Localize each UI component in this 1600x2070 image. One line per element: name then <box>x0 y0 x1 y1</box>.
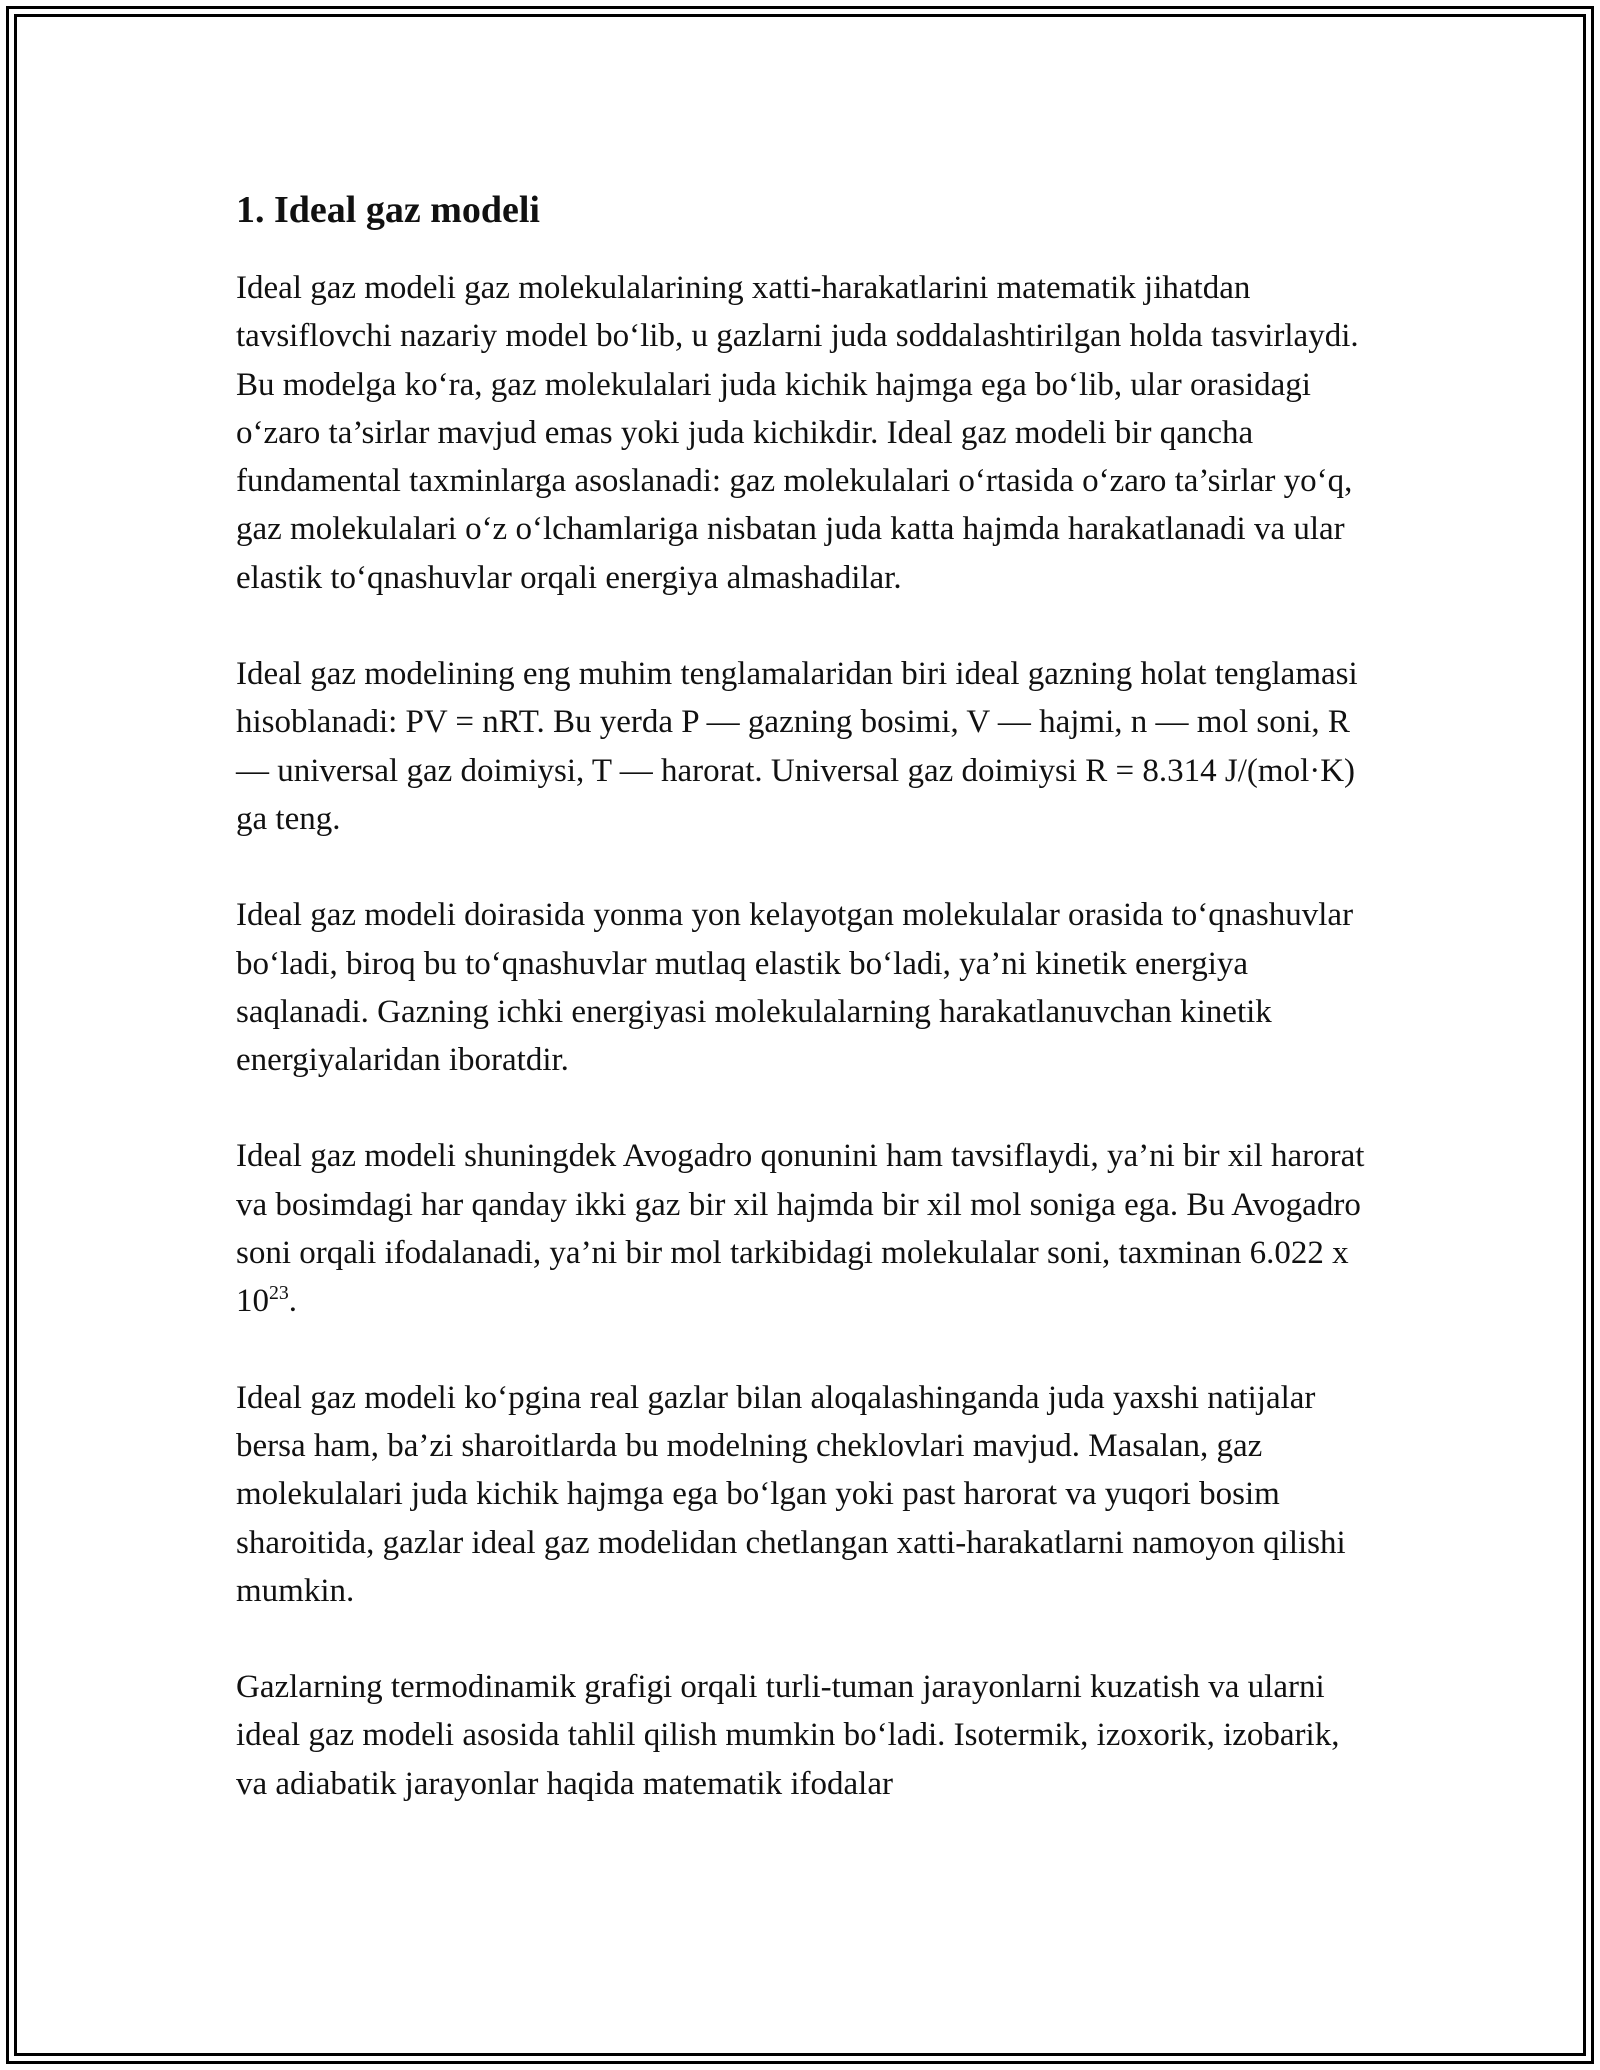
paragraph-state-equation: Ideal gaz modelining eng muhim tenglamalaridan biri ideal gazning holat tenglamasi hisoblanadi: PV = nRT. Bu yerda P — gazning bosimi, V — hajmi, n — mol soni, R — universal gaz doimiysi, T — harorat. Universal gaz doimiysi R = 8.314 J/(mol·K) ga teng. <box>236 656 1358 837</box>
avogadro-exponent: 23 <box>269 1282 289 1305</box>
paragraph-thermodynamic-processes: Gazlarning termodinamik grafigi orqali turli-tuman jarayonlarni kuzatish va ularni ideal gaz modeli asosida tahlil qilish mumkin bo‘ladi. Isotermik, izoxorik, izobarik, va adiabatik jarayonlar haqida matematik ifodalar <box>236 1669 1340 1802</box>
paragraph-ideal-gas-intro: Ideal gaz modeli gaz molekulalarining xatti-harakatlarini matematik jihatdan tavsiflovchi nazariy model bo‘lib, u gazlarni juda soddalashtirilgan holda tasvirlaydi. Bu modelga ko‘ra, gaz molekulalari juda kichik hajmga ega bo‘lib, ular orasidagi o‘zaro ta’sirlar mavjud emas yoki juda kichikdir. Ideal gaz modeli bir qancha fundamental taxminlarga asoslanadi: gaz molekulalari o‘rtasida o‘zaro ta’sirlar yo‘q, gaz molekulalari o‘z o‘lchamlariga nisbatan juda katta hajmda harakatlanadi va ular elastik to‘qnashuvlar orqali energiya almashadilar. <box>236 270 1359 596</box>
paragraph-elastic-collisions: Ideal gaz modeli doirasida yonma yon kelayotgan molekulalar orasida to‘qnashuvlar bo‘ladi, biroq bu to‘qnashuvlar mutlaq elastik bo‘ladi, ya’ni kinetik energiya saqlanadi. Gazning ichki energiyasi molekulalarning harakatlanuvchan kinetik energiyalaridan iboratdir. <box>236 897 1354 1079</box>
paragraph-avogadro <box>236 1132 1376 1325</box>
section-heading: 1. Ideal gaz modeli <box>236 189 540 231</box>
paragraph-model-limitations: Ideal gaz modeli ko‘pgina real gazlar bilan aloqalashinganda juda yaxshi natijalar bersa ham, ba’zi sharoitlarda bu modelning cheklovlari mavjud. Masalan, gaz molekulalari juda kichik hajmga ega bo‘lgan yoki past harorat va yuqori bosim sharoitida, gazlar ideal gaz modelidan chetlangan xatti-harakatlarni namoyon qilishi mumkin. <box>236 1379 1346 1609</box>
paragraph-avogadro-text: Ideal gaz modeli shuningdek Avogadro qonunini ham tavsiflaydi, ya’ni bir xil harorat va bosimdagi har qanday ikki gaz bir xil hajmda bir xil mol soniga ega. Bu Avogadro soni orqali ifodalanadi, ya’ni bir mol tarkibidagi molekulalar soni, taxminan 6.022 x 10 <box>236 1138 1365 1320</box>
paragraph-avogadro-suffix: . <box>288 1283 298 1320</box>
document-body <box>236 186 1376 1808</box>
